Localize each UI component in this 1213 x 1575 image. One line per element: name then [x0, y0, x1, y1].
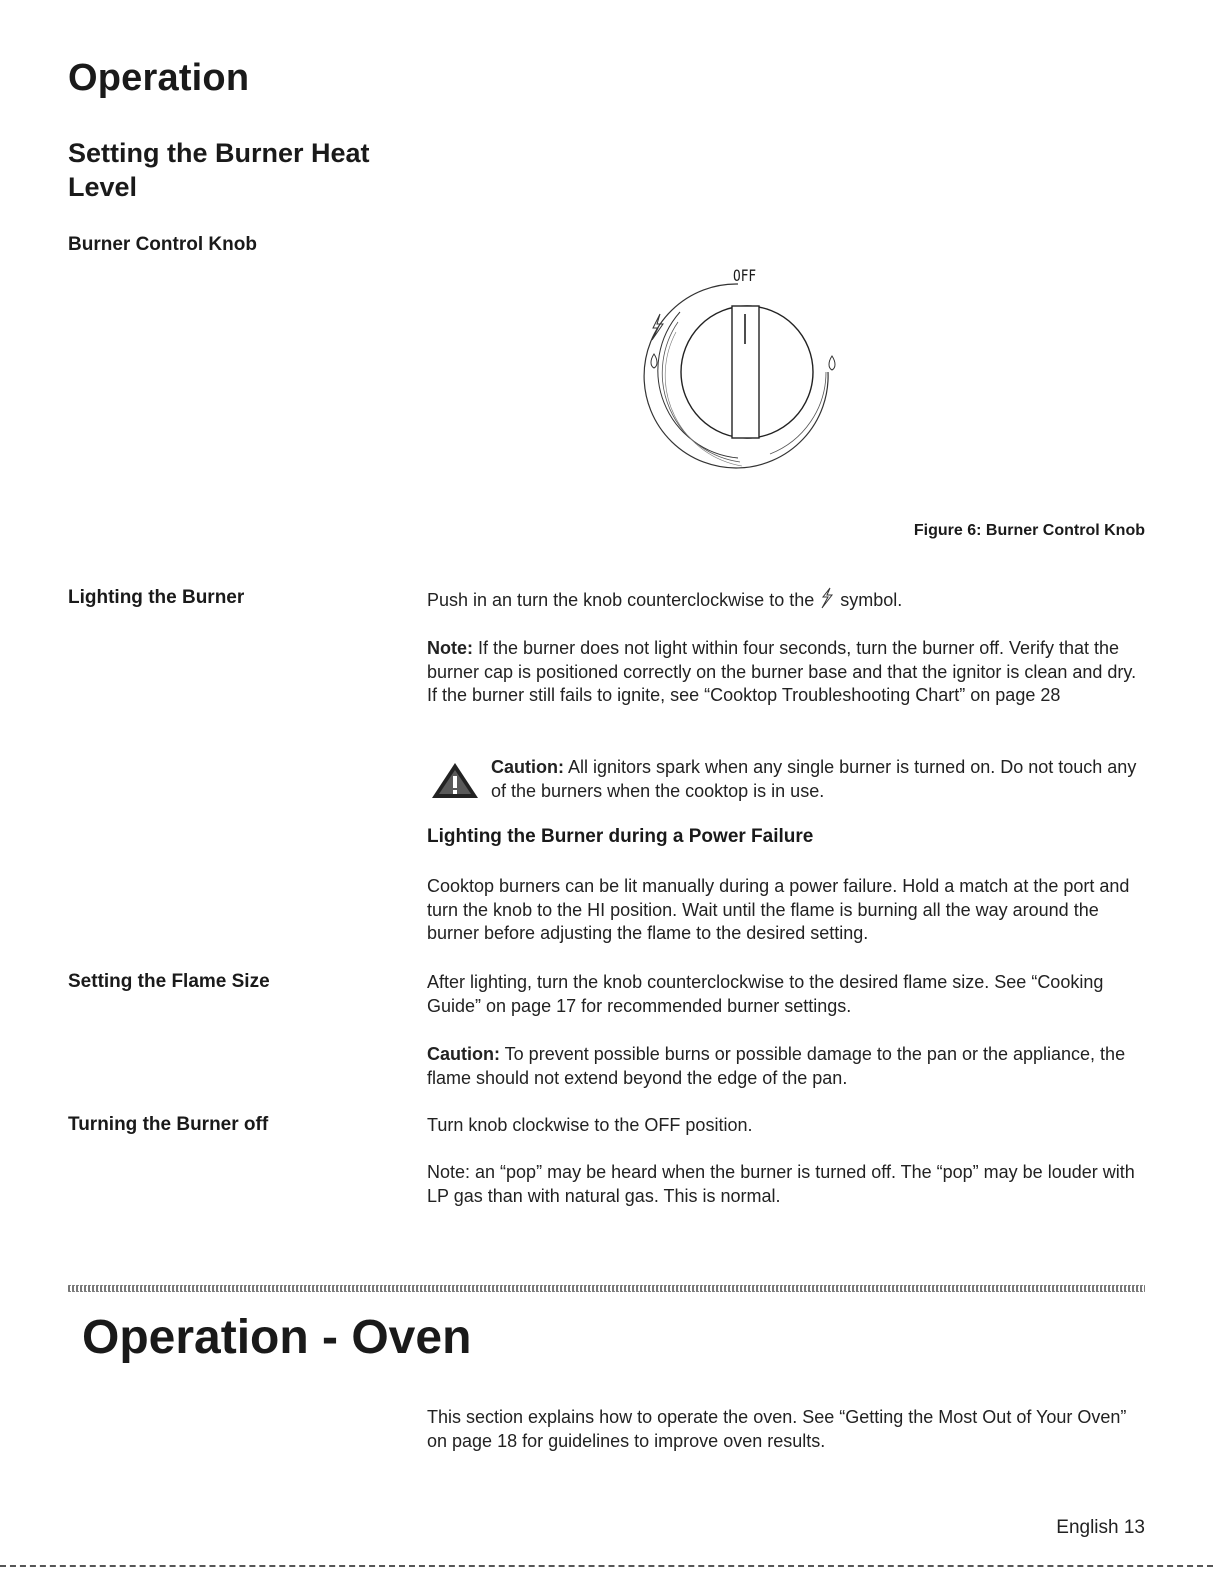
lighting-text-after: symbol. — [840, 590, 903, 610]
ignite-bolt-icon — [820, 587, 834, 616]
figure-caption: Figure 6: Burner Control Knob — [913, 522, 1145, 539]
power-failure-heading: Lighting the Burner during a Power Failure — [427, 826, 814, 847]
off-label: OFF — [733, 266, 757, 285]
burner-off-note: Note: an “pop” may be heard when the burner is turned off. The “pop” may be louder with LP gas than with natural gas. This is normal. — [427, 1162, 1135, 1206]
lighting-caution — [491, 756, 1141, 803]
note-text: If the burner does not light within four seconds, turn the burner off. Verify that the burner cap is positioned correctly on the burner base and that the ignitor is clean and dry. If the burner still fails to ignite, see “Cooktop Troubleshooting Chart” on page 28 — [427, 638, 1137, 705]
burner-off-text: Turn knob clockwise to the OFF position. — [427, 1115, 753, 1135]
flame-size-caution — [427, 1043, 1149, 1090]
power-failure-text: Cooktop burners can be lit manually during a power failure. Hold a match at the port and turn the knob to the HI position. Wait until the flame is burning all the way around the burner before adjusting the flame to the desired setting. — [427, 876, 1130, 943]
burner-off-heading: Turning the Burner off — [68, 1114, 269, 1135]
page-title: Operation — [68, 57, 250, 99]
flame-caution-text: To prevent possible burns or possible damage to the pan or the appliance, the flame should not extend beyond the edge of the pan. — [427, 1044, 1126, 1088]
section-divider — [68, 1285, 1145, 1292]
lighting-text-before: Push in an turn the knob counterclockwise to the — [427, 590, 815, 610]
footer-rule — [0, 1565, 1213, 1567]
burner-knob-figure — [620, 262, 860, 482]
caution-text: All ignitors spark when any single burner is turned on. Do not touch any of the burners when the cooktop is in use. — [491, 757, 1137, 801]
section-title-line2: Level — [68, 172, 138, 202]
section-title-line1: Setting the Burner Heat — [68, 138, 370, 168]
knob-diagram — [620, 262, 860, 482]
oven-intro: This section explains how to operate the oven. See “Getting the Most Out of Your Oven” on page 18 for guidelines to improve oven results. — [427, 1407, 1127, 1451]
warning-icon — [430, 760, 480, 800]
section-title — [68, 136, 370, 204]
flame-size-heading: Setting the Flame Size — [68, 971, 270, 992]
subsection-title: Burner Control Knob — [68, 234, 257, 255]
flame-caution-label: Caution: — [427, 1044, 500, 1064]
oven-title: Operation - Oven — [82, 1311, 472, 1364]
page-number: English 13 — [1056, 1517, 1145, 1538]
caution-label: Caution: — [491, 757, 564, 777]
note-label: Note: — [427, 638, 473, 658]
lighting-heading: Lighting the Burner — [68, 587, 245, 608]
flame-size-text: After lighting, turn the knob counterclockwise to the desired flame size. See “Cooking Guide” on page 17 for recommended burner settings. — [427, 972, 1104, 1016]
lighting-instruction — [427, 587, 1149, 616]
lighting-note — [427, 637, 1149, 708]
